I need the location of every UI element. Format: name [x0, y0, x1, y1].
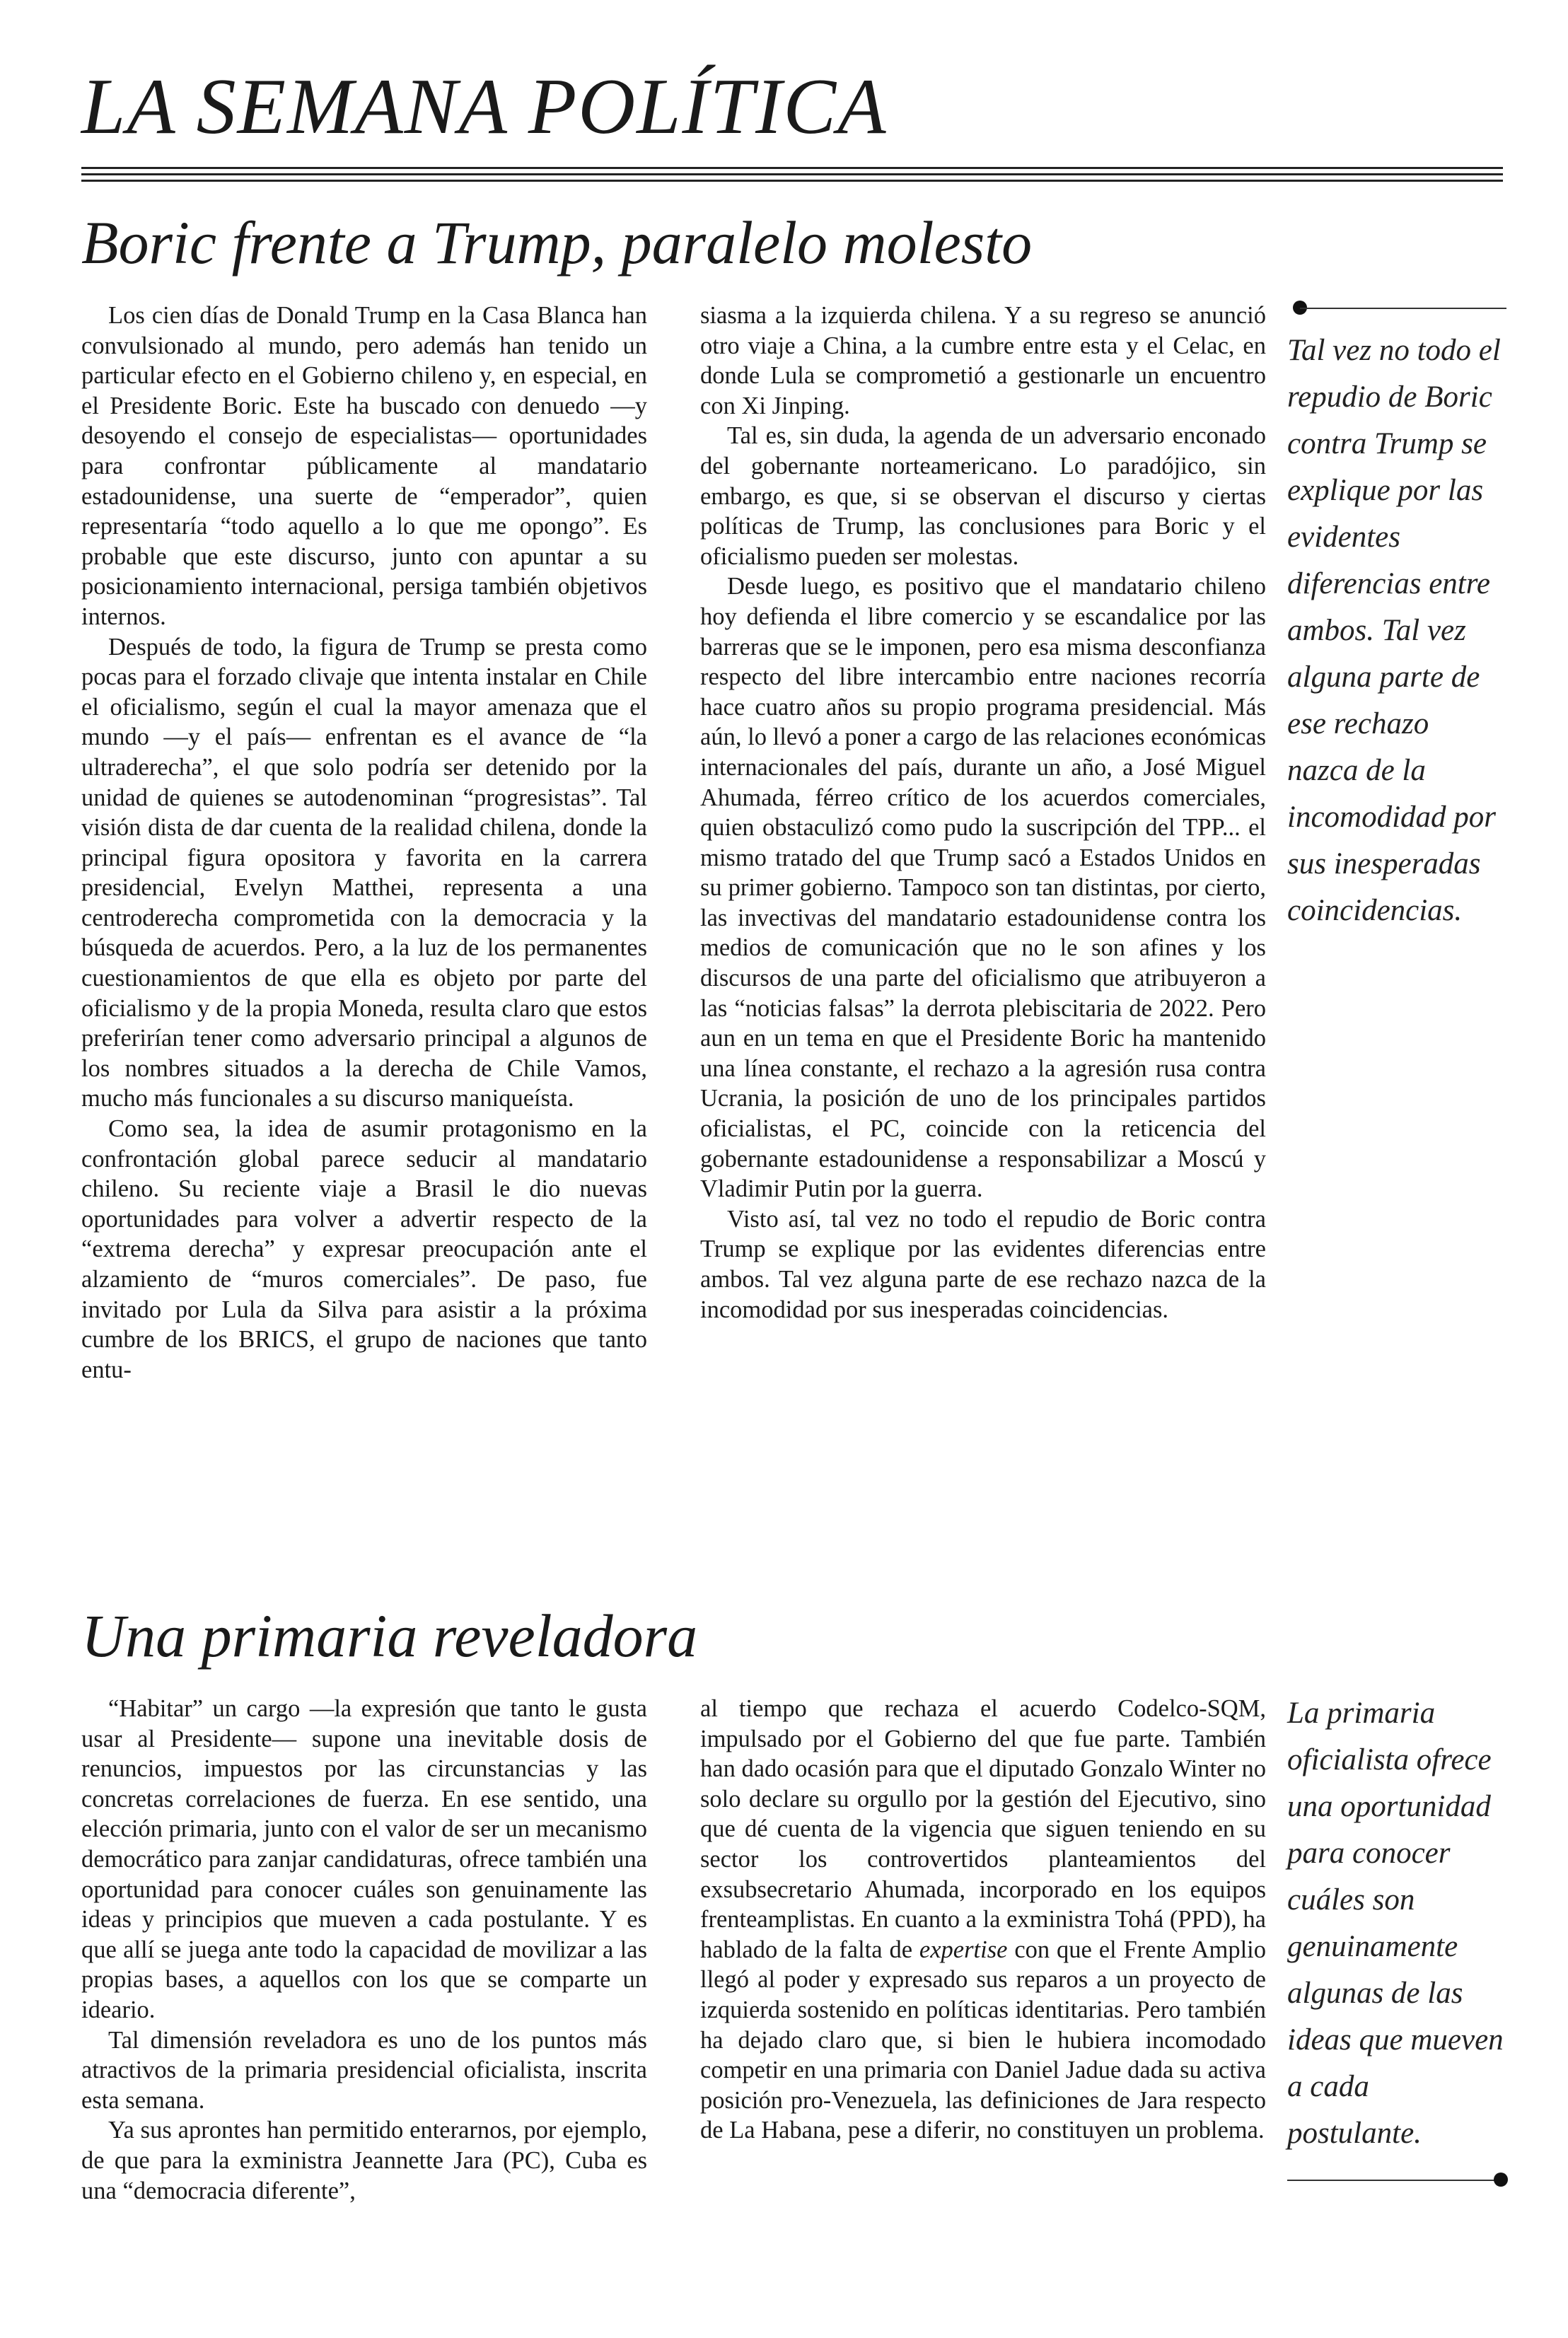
paragraph: Visto así, tal vez no todo el repudio de Boric contra Trump se explique por las evidentes diferencias entre ambos. Tal vez alguna parte de ese rechazo nazca de la incomodidad por sus inesperadas coincidencias. — [700, 1205, 1266, 1323]
article1-pullquote: Tal vez no todo el repudio de Boric contra Trump se explique por las evidentes diferencias entre ambos. Tal vez alguna parte de ese rechazo nazca de la incomodidad por sus inesperadas coincidencias. — [1287, 334, 1501, 927]
paragraph: Ya sus aprontes han permitido enterarnos, por ejemplo, de que para la exministra Jeannette Jara (PC), Cuba es una “democracia diferente”, — [81, 2117, 647, 2204]
header-rule-3 — [81, 180, 1503, 182]
section-title: LA SEMANA POLÍTICA — [81, 63, 888, 151]
pullquote-dot-icon — [1494, 2173, 1508, 2187]
text-run: con que el Frente Amplio llegó al poder y expresado sus reparos a un proyecto de izquierda sostenido en políticas identitarias. Pero también ha dejado claro que, si bien le hubiera incomodado competir en una primaria con Daniel Jadue dada su activa posición pro-Venezuela, las definiciones de Jara respecto de La Habana, pese a diferir, no constituyen un problema. — [700, 1936, 1266, 2144]
article2-headline: Una primaria reveladora — [81, 1602, 698, 1670]
paragraph: Tal es, sin duda, la agenda de un adversario enconado del gobernante norteamericano. Lo paradójico, sin embargo, es que, si se observan el discurso y ciertas políticas de Trump, las conclusiones para Boric y el oficialismo pueden ser molestas. — [700, 422, 1266, 570]
paragraph — [700, 1694, 1266, 2146]
header-rule-2 — [81, 173, 1503, 175]
header-rule-1 — [81, 167, 1503, 169]
article2-column-2 — [700, 1694, 1266, 2146]
paragraph: Los cien días de Donald Trump en la Casa Blanca han convulsionado al mundo, pero además han tenido un particular efecto en el Gobierno chileno y, en especial, en el Presidente Boric. Este ha buscado con denuedo —y desoyendo el consejo de especialistas— oportunidades para confrontar públicamente al mandatario estadounidense, una suerte de “emperador”, quien representaría “todo aquello a lo que me opongo”. Es probable que este discurso, junto con apuntar a su posicionamiento internacional, persiga también objetivos internos. — [81, 302, 647, 630]
article2-pullquote: La primaria oficialista ofrece una oportunidad para conocer cuáles son genuinamente algunas de las ideas que mueven a cada postulante. — [1287, 1697, 1504, 2150]
paragraph: Después de todo, la figura de Trump se presta como pocas para el forzado clivaje que intenta instalar en Chile el oficialismo, según el cual la mayor amenaza que el mundo —y el país— enfrentan es el avance de “la ultraderecha”, el que solo podría ser detenido por la unidad de quienes se autodenominan “progresistas”. Tal visión dista de dar cuenta de la realidad chilena, donde la principal figura opositora y favorita en la carrera presidencial, Evelyn Matthei, representa a una centroderecha comprometida con la democracia y la búsqueda de acuerdos. Pero, a la luz de los permanentes cuestionamientos de que ella es objeto por parte del oficialismo y de la propia Moneda, resulta claro que estos preferirían tener como adversario principal a algunos de los nombres situados a la derecha de Chile Vamos, mucho más funcionales a su discurso maniqueísta. — [81, 633, 647, 1112]
pullquote-rule — [1300, 308, 1506, 309]
article1-column-1 — [81, 301, 647, 1385]
paragraph: Desde luego, es positivo que el mandatario chileno hoy defienda el libre comercio y se escandalice por las barreras que se le imponen, pero esa misma desconfianza respecto del libre intercambio entre naciones recorría hace cuatro años su propio programa presidencial. Más aún, lo llevó a poner a cargo de las relaciones económicas internacionales del país, durante un año, a José Miguel Ahumada, férreo crítico de los acuerdos comerciales, quien obstaculizó como pudo la suscripción del TPP... el mismo tratado del que Trump sacó a Estados Unidos en su primer gobierno. Tampoco son tan distintas, por cierto, las invectivas del mandatario estadounidense contra los medios de comunicación que no le son afines y los discursos de una parte del oficialismo que atribuyeron a las “noticias falsas” la derrota plebiscitaria de 2022. Pero aun en un tema en que el Presidente Boric ha mantenido una línea constante, el rechazo a la agresión rusa contra Ucrania, la posición de uno de los principales partidos oficialistas, el PC, coincide con la reticencia del gobernante estadounidense a responsabilizar a Moscú y Vladimir Putin por la guerra. — [700, 573, 1266, 1203]
text-run: al tiempo que rechaza el acuerdo Codelco-SQM, impulsado por el Gobierno del que fue parte. También han dado ocasión para que el diputado Gonzalo Winter no solo declare su orgullo por la gestión del Ejecutivo, sino que dé cuenta de la vigencia que siguen teniendo en su sector los controvertidos planteamientos del exsubsecretario Ahumada, incorporado en los equipos frenteamplistas. En cuanto a la exministra Tohá (PPD), ha hablado de la falta de — [700, 1695, 1266, 1963]
article1-column-2 — [700, 301, 1266, 1325]
paragraph: Tal dimensión reveladora es uno de los puntos más atractivos de la primaria presidencial oficialista, inscrita esta semana. — [81, 2026, 647, 2114]
paragraph: siasma a la izquierda chilena. Y a su regreso se anunció otro viaje a China, a la cumbre entre esta y el Celac, en donde Lula se comprometió a gestionarle un encuentro con Xi Jinping. — [700, 302, 1266, 419]
emphasis: expertise — [919, 1936, 1008, 1963]
paragraph: “Habitar” un cargo —la expresión que tanto le gusta usar al Presidente— supone una inevitable dosis de renuncios, impuestos por las circunstancias y las concretas correlaciones de fuerza. En ese sentido, una elección primaria, junto con el valor de ser un mecanismo democrático para zanjar candidaturas, ofrece también una oportunidad para conocer cuáles son genuinamente las ideas y principios que mueven a cada postulante. Y es que allí se juega ante todo la capacidad de movilizar a las propias bases, a aquellos con los que se comparte un ideario. — [81, 1695, 647, 2023]
article1-headline: Boric frente a Trump, paralelo molesto — [81, 209, 1033, 277]
article2-column-1 — [81, 1694, 647, 2206]
pullquote-rule — [1287, 2180, 1501, 2181]
paragraph: Como sea, la idea de asumir protagonismo en la confrontación global parece seducir al mandatario chileno. Su reciente viaje a Brasil le dio nuevas oportunidades para volver a advertir respecto de la “extrema derecha” y expresar preocupación ante el alzamiento de “muros comerciales”. De paso, fue invitado por Lula da Silva para asistir a la próxima cumbre de los BRICS, el grupo de naciones que tanto entu- — [81, 1115, 647, 1383]
